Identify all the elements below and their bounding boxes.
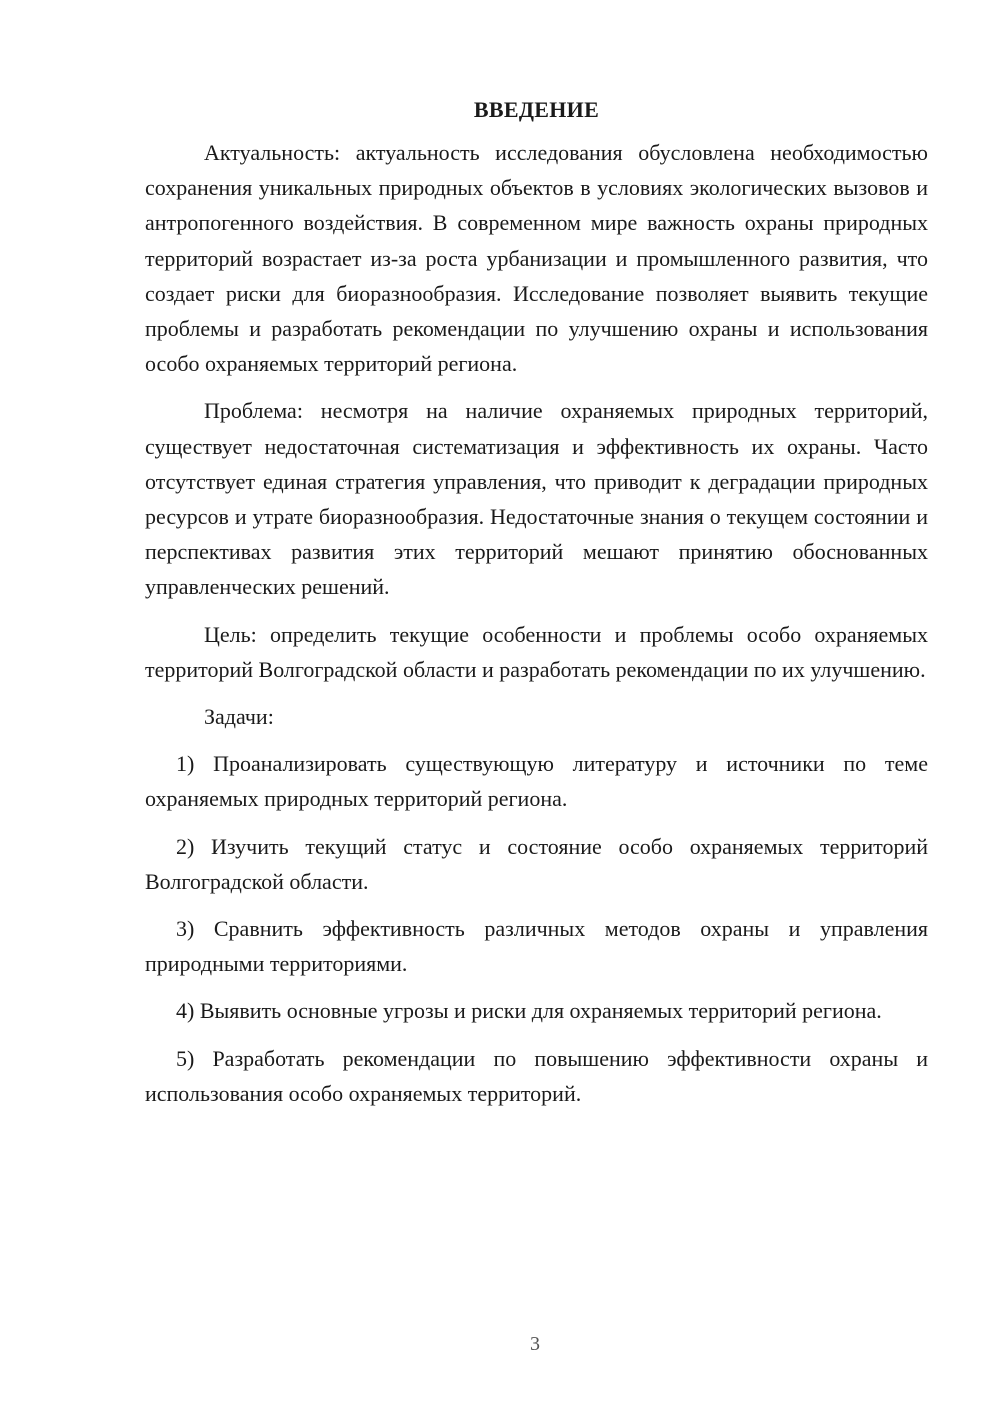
section-title: ВВЕДЕНИЕ [473, 97, 600, 122]
paragraph-spacer [145, 687, 928, 699]
task-item-3: 3) Сравнить эффективность различных методов охраны и управления природными территориями. [145, 916, 928, 977]
task-spacer [145, 899, 928, 911]
paragraph-problem: Проблема: несмотря на наличие охраняемых природных территорий, существует недостаточная систематизация и эффективность их охраны. Часто отсутствует единая стратегия управления, что приводит к деградации природных ресурсов и утрате биоразнообразия. Недостаточные знания о текущем состоянии и перспективах развития этих территорий мешают принятию обоснованных управленческих решений. [145, 398, 928, 600]
task-spacer [145, 817, 928, 829]
tasks-heading: Задачи: [204, 704, 274, 730]
page-content [145, 92, 928, 1111]
task-spacer [145, 981, 928, 993]
paragraph-spacer [145, 605, 928, 617]
task-item-1: 1) Проанализировать существующую литературу и источники по теме охраняемых природных территорий региона. [145, 751, 928, 812]
paragraph-spacer [145, 734, 928, 746]
paragraph-relevance: Актуальность: актуальность исследования обусловлена необходимостью сохранения уникальных природных объектов в условиях экологических вызовов и антропогенного воздействия. В современном мире важность охраны природных территорий возрастает из-за роста урбанизации и промышленного развития, что создает риски для биоразнообразия. Исследование позволяет выявить текущие проблемы и разработать рекомендации по улучшению охраны и использования особо охраняемых территорий региона. [145, 140, 928, 377]
task-item-5: 5) Разработать рекомендации по повышению эффективности охраны и использования особо охраняемых территорий. [145, 1045, 928, 1106]
task-spacer [145, 1029, 928, 1041]
page-number: 3 [530, 1333, 540, 1355]
paragraph-goal: Цель: определить текущие особенности и проблемы особо охраняемых территорий Волгоградской области и разработать рекомендации по их улучшению. [145, 621, 928, 682]
task-item-2: 2) Изучить текущий статус и состояние особо охраняемых территорий Волгоградской области. [145, 833, 928, 894]
task-item-4: 4) Выявить основные угрозы и риски для охраняемых территорий региона. [176, 998, 882, 1024]
paragraph-spacer [145, 381, 928, 393]
